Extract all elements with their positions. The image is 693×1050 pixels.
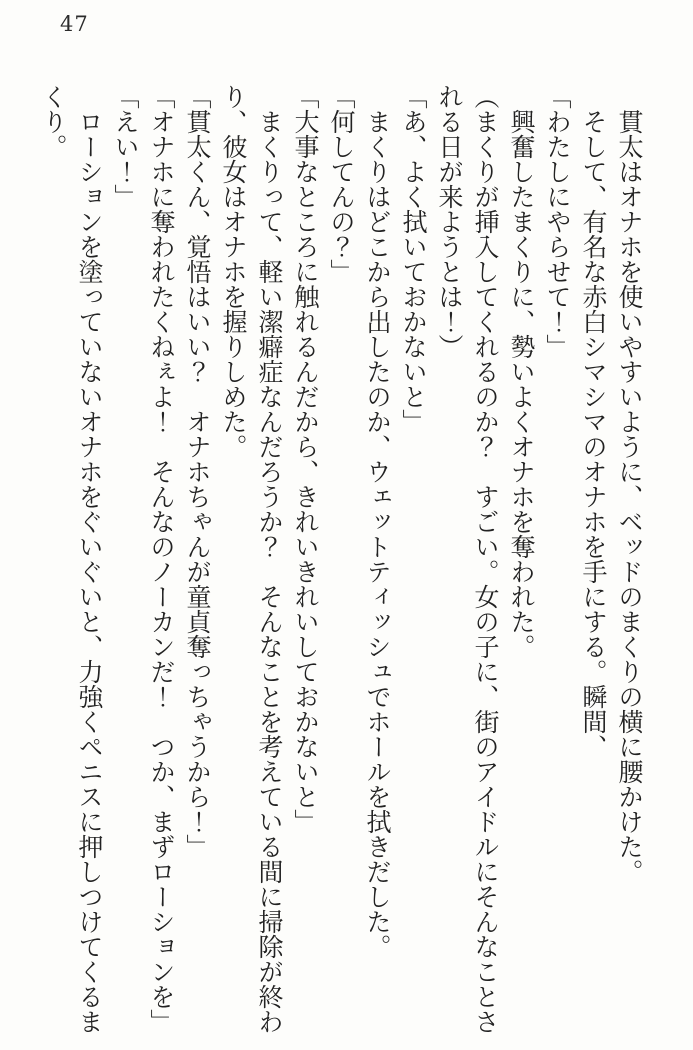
paragraph: 「何してんの？」: [327, 84, 356, 284]
paragraph: そして、有名な赤白シマシマのオナホを手にする。瞬間、: [579, 109, 608, 759]
paragraph: ローションを塗っていないオナホをぐいぐいと、力強くペニスに押しつけてくるまくり。: [39, 84, 104, 1034]
paragraph: 「えい！」: [111, 84, 140, 209]
paragraph: 「わたしにやらせて！」: [543, 84, 572, 359]
paragraph: 貫太はオナホを使いやすいように、ベッドのまくりの横に腰かけた。: [615, 109, 644, 884]
paragraph: （まくりが挿入してくれるのか？ すごい。女の子に、街のアイドルにそんなことされる日が来ようとは！）: [435, 84, 500, 1034]
paragraph: まくりって、軽い潔癖症なんだろうか？ そんなことを考えている間に掃除が終わり、彼女はオナホを握りしめた。: [219, 84, 284, 1034]
paragraph: 「あ、よく拭いておかないと」: [399, 84, 428, 434]
paragraph: 「オナホに奪われたくねぇよ！ そんなのノーカンだ！ つか、まずローションを」: [147, 84, 176, 1034]
paragraph: 「大事なところに触れるんだから、きれいきれいしておかないと」: [291, 84, 320, 834]
paragraph: まくりはどこから出したのか、ウェットティッシュでホールを拭きだした。: [363, 109, 392, 959]
page-number: 47: [60, 12, 89, 36]
paragraph: 興奮したまくりに、勢いよくオナホを奪われた。: [507, 109, 536, 659]
novel-text-block: [32, 84, 647, 1039]
paragraph: 「貫太くん、覚悟はいい？ オナホちゃんが童貞奪っちゃうから！」: [183, 84, 212, 859]
